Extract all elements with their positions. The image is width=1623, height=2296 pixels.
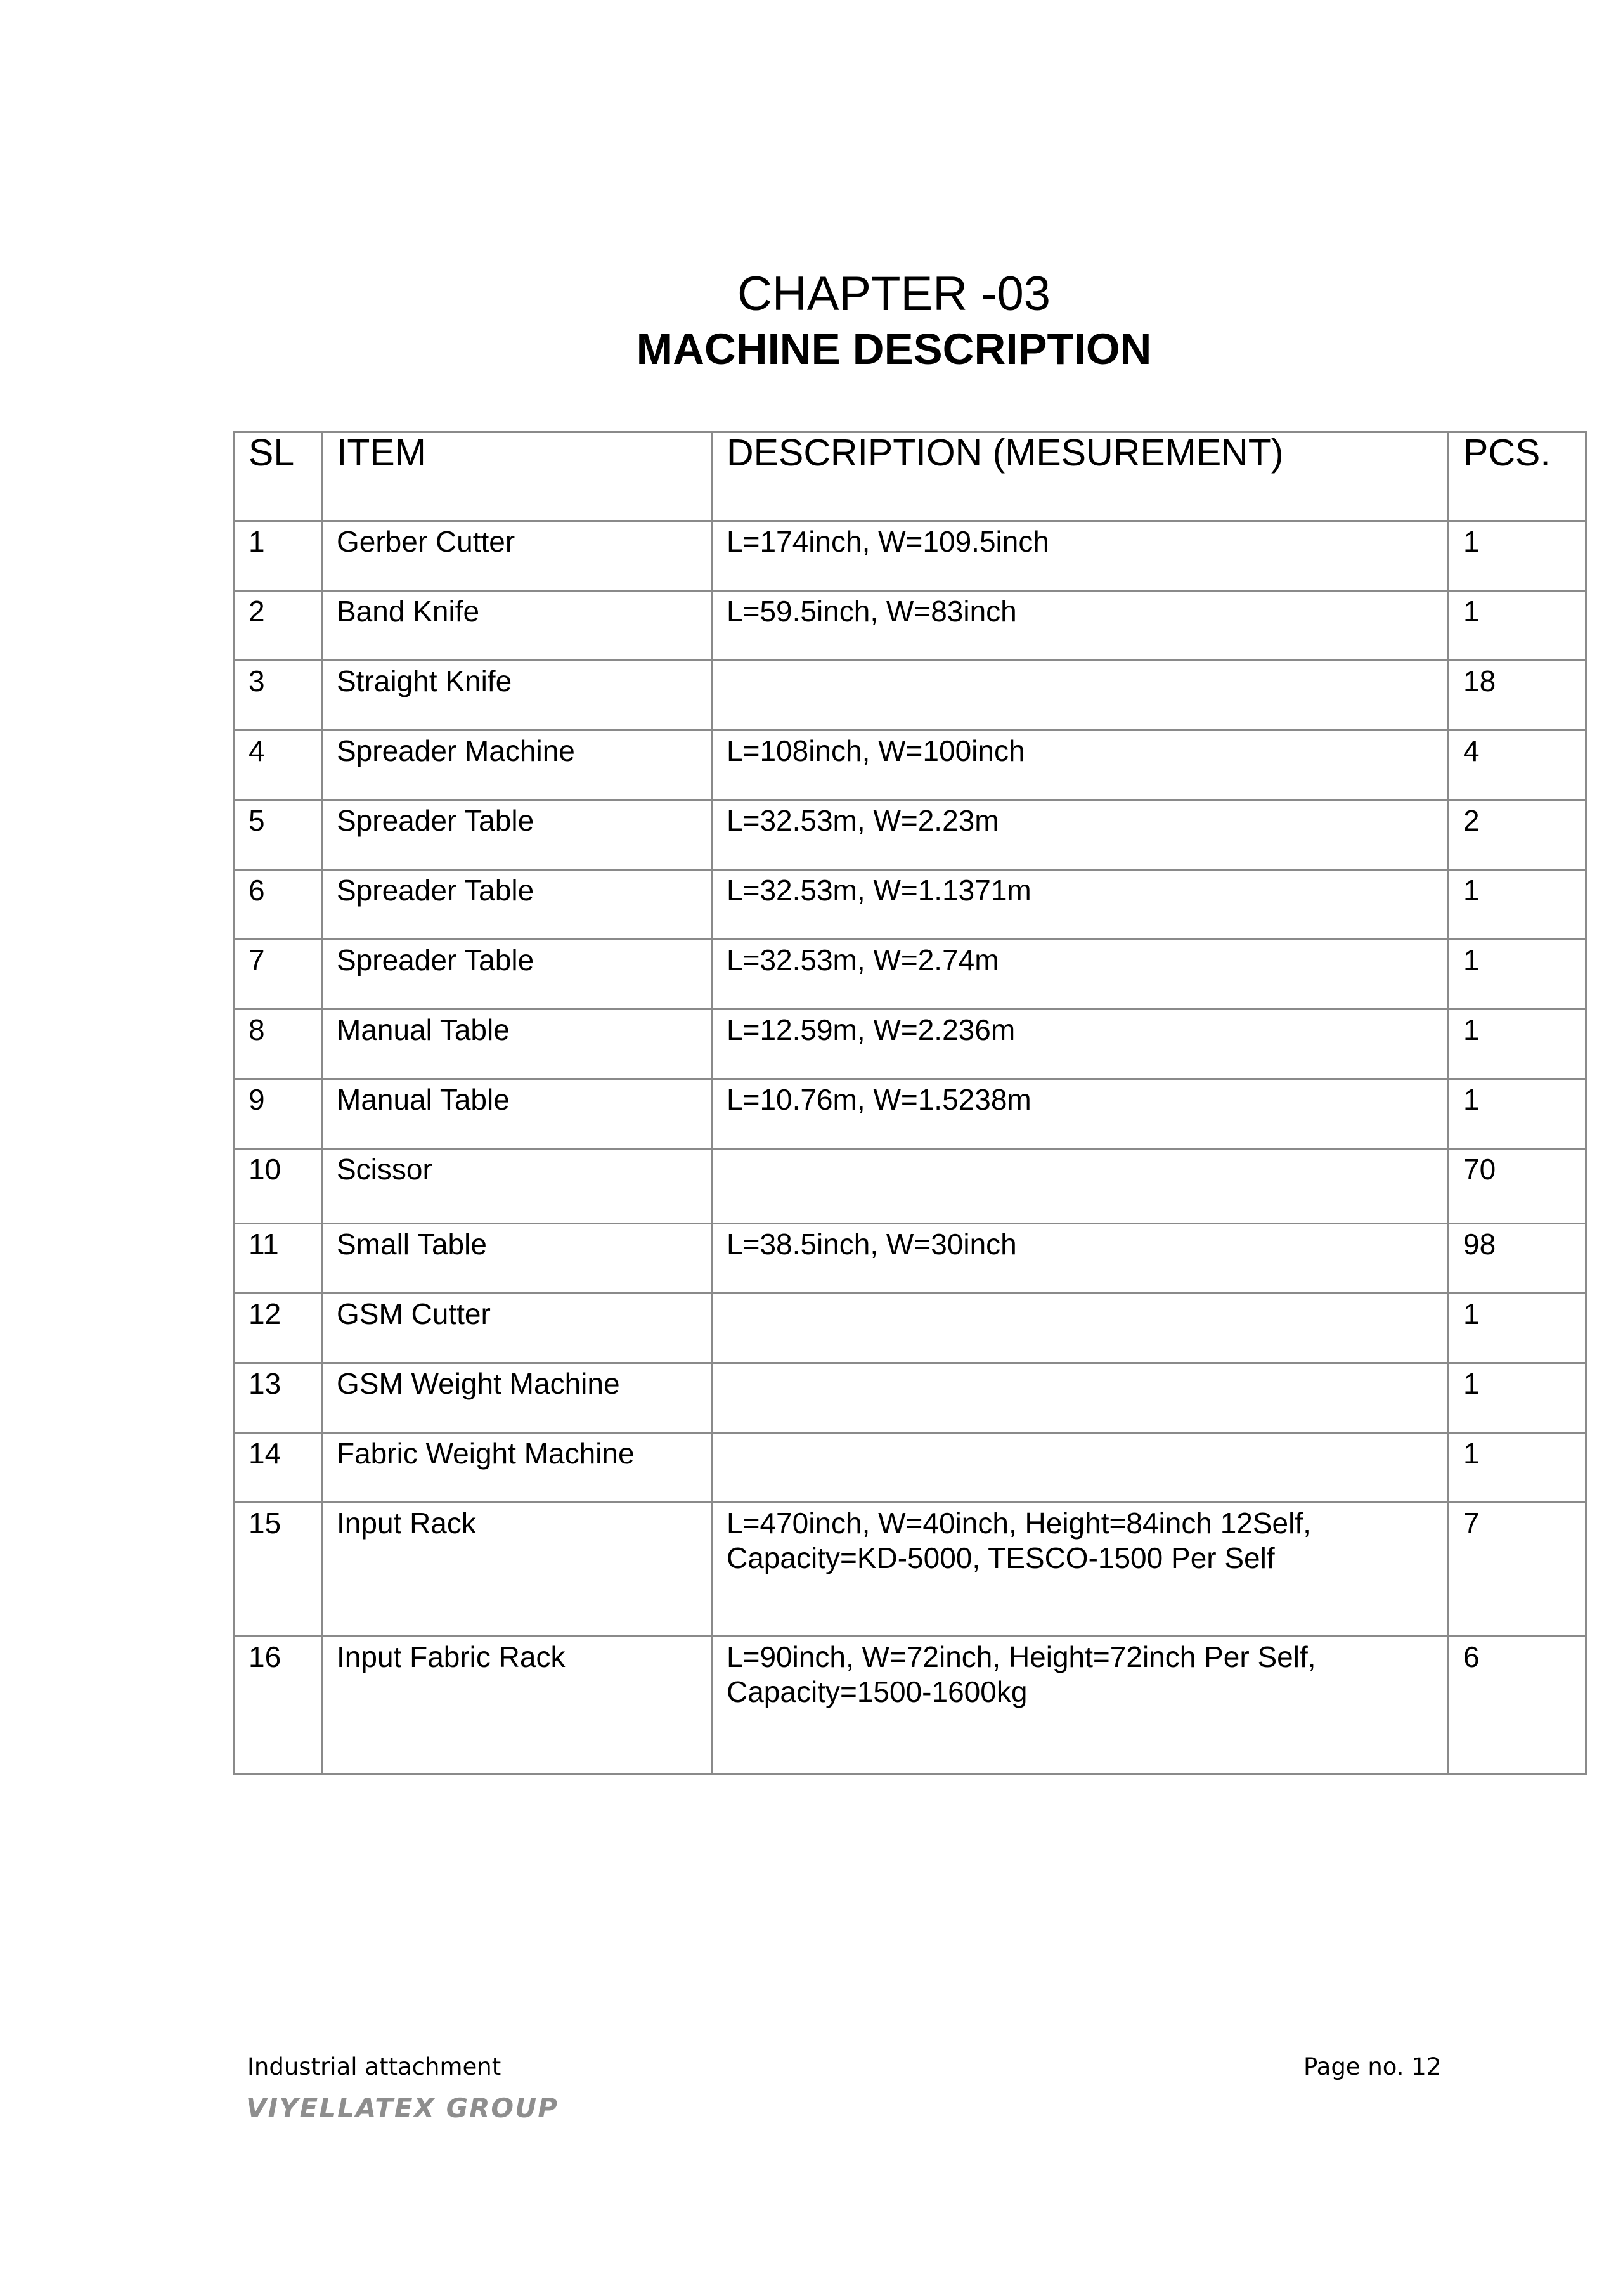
cell-description: [712, 1149, 1449, 1224]
table-row: [234, 1363, 1586, 1433]
cell-sl: 4: [234, 730, 322, 800]
cell-pcs: 7: [1449, 1503, 1586, 1637]
cell-description: [712, 661, 1449, 730]
table-row: [234, 730, 1586, 800]
cell-pcs: 98: [1449, 1224, 1586, 1294]
cell-pcs: 1: [1449, 1294, 1586, 1363]
cell-description: L=32.53m, W=2.74m: [712, 940, 1449, 1009]
cell-description: [712, 1363, 1449, 1433]
cell-item: Fabric Weight Machine: [322, 1433, 712, 1503]
cell-item: Manual Table: [322, 1009, 712, 1079]
cell-pcs: 1: [1449, 1009, 1586, 1079]
cell-pcs: 1: [1449, 521, 1586, 591]
cell-pcs: 18: [1449, 661, 1586, 730]
table-row: [234, 1503, 1586, 1637]
table-row: [234, 870, 1586, 940]
cell-description: L=59.5inch, W=83inch: [712, 591, 1449, 661]
cell-item: Spreader Table: [322, 870, 712, 940]
cell-pcs: 1: [1449, 1363, 1586, 1433]
footer-title: Industrial attachment: [247, 2053, 501, 2080]
cell-pcs: 1: [1449, 940, 1586, 1009]
cell-description: [712, 1433, 1449, 1503]
table-row: [234, 661, 1586, 730]
table-row: [234, 591, 1586, 661]
header-sl: SL: [234, 432, 322, 521]
company-logo: VIYELLATEX GROUP: [246, 2092, 559, 2124]
cell-pcs: 1: [1449, 591, 1586, 661]
cell-sl: 8: [234, 1009, 322, 1079]
cell-item: Gerber Cutter: [322, 521, 712, 591]
cell-pcs: 4: [1449, 730, 1586, 800]
cell-sl: 9: [234, 1079, 322, 1149]
table-header-row: [234, 432, 1586, 521]
page-number: Page no. 12: [1303, 2053, 1442, 2080]
cell-sl: 10: [234, 1149, 322, 1224]
cell-sl: 15: [234, 1503, 322, 1637]
cell-description: [712, 1294, 1449, 1363]
cell-sl: 6: [234, 870, 322, 940]
table-row: [234, 1294, 1586, 1363]
cell-sl: 3: [234, 661, 322, 730]
table-row: [234, 1433, 1586, 1503]
machine-table: [233, 431, 1587, 1775]
cell-pcs: 70: [1449, 1149, 1586, 1224]
cell-item: Band Knife: [322, 591, 712, 661]
table-row: [234, 800, 1586, 870]
cell-sl: 11: [234, 1224, 322, 1294]
cell-sl: 14: [234, 1433, 322, 1503]
cell-sl: 7: [234, 940, 322, 1009]
cell-description: L=32.53m, W=2.23m: [712, 800, 1449, 870]
chapter-heading: CHAPTER -03: [737, 267, 1051, 321]
table-row: [234, 940, 1586, 1009]
cell-pcs: 1: [1449, 870, 1586, 940]
cell-sl: 1: [234, 521, 322, 591]
cell-description: L=174inch, W=109.5inch: [712, 521, 1449, 591]
cell-sl: 2: [234, 591, 322, 661]
table-row: [234, 521, 1586, 591]
table-row: [234, 1009, 1586, 1079]
cell-sl: 13: [234, 1363, 322, 1433]
cell-description: L=470inch, W=40inch, Height=84inch 12Self, Capacity=KD-5000, TESCO-1500 Per Self: [712, 1503, 1449, 1637]
cell-description: L=12.59m, W=2.236m: [712, 1009, 1449, 1079]
cell-item: Input Fabric Rack: [322, 1637, 712, 1774]
table-row: [234, 1079, 1586, 1149]
cell-item: GSM Cutter: [322, 1294, 712, 1363]
cell-description: L=10.76m, W=1.5238m: [712, 1079, 1449, 1149]
header-description: DESCRIPTION (MESUREMENT): [712, 432, 1449, 521]
cell-item: Spreader Table: [322, 800, 712, 870]
cell-item: Input Rack: [322, 1503, 712, 1637]
cell-pcs: 1: [1449, 1079, 1586, 1149]
cell-pcs: 2: [1449, 800, 1586, 870]
table-row: [234, 1224, 1586, 1294]
cell-description: L=108inch, W=100inch: [712, 730, 1449, 800]
header-item: ITEM: [322, 432, 712, 521]
cell-description: L=90inch, W=72inch, Height=72inch Per Self, Capacity=1500-1600kg: [712, 1637, 1449, 1774]
page-title: MACHINE DESCRIPTION: [636, 325, 1152, 373]
cell-item: Manual Table: [322, 1079, 712, 1149]
cell-sl: 16: [234, 1637, 322, 1774]
cell-item: Small Table: [322, 1224, 712, 1294]
cell-description: L=38.5inch, W=30inch: [712, 1224, 1449, 1294]
cell-item: GSM Weight Machine: [322, 1363, 712, 1433]
cell-item: Spreader Machine: [322, 730, 712, 800]
cell-sl: 5: [234, 800, 322, 870]
cell-description: L=32.53m, W=1.1371m: [712, 870, 1449, 940]
cell-item: Spreader Table: [322, 940, 712, 1009]
cell-pcs: 6: [1449, 1637, 1586, 1774]
table-row: [234, 1637, 1586, 1774]
cell-sl: 12: [234, 1294, 322, 1363]
cell-item: Straight Knife: [322, 661, 712, 730]
cell-item: Scissor: [322, 1149, 712, 1224]
header-pcs: PCS.: [1449, 432, 1586, 521]
cell-pcs: 1: [1449, 1433, 1586, 1503]
table-row: [234, 1149, 1586, 1224]
